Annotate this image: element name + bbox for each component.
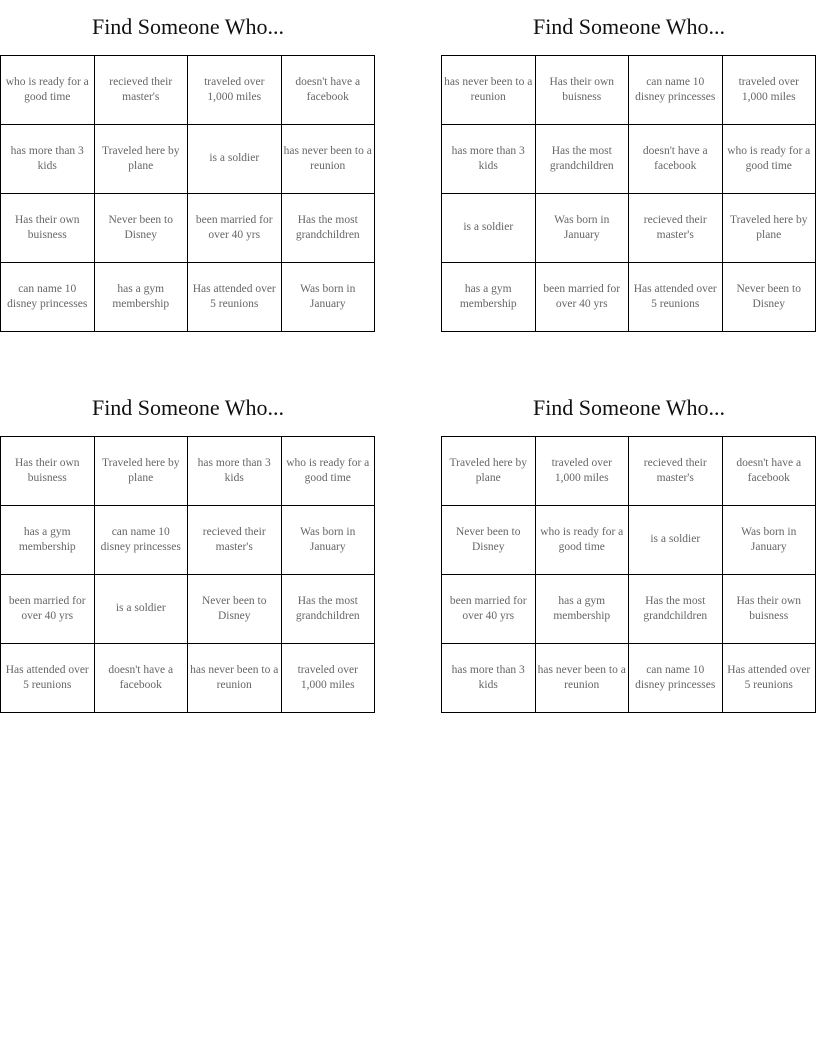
- grid-cell: Never been to Disney: [442, 506, 536, 575]
- grid-cell: Has the most grandchildren: [281, 194, 375, 263]
- bingo-card: [0, 12, 376, 332]
- grid-cell: can name 10 disney princesses: [629, 644, 723, 713]
- grid-cell: Has their own buisness: [1, 194, 95, 263]
- grid-row: [442, 56, 816, 125]
- grid-cell: traveled over 1,000 miles: [535, 437, 629, 506]
- grid-cell: been married for over 40 yrs: [1, 575, 95, 644]
- grid-cell: traveled over 1,000 miles: [722, 56, 816, 125]
- card-title: Find Someone Who...: [91, 395, 285, 420]
- grid-row: [442, 194, 816, 263]
- grid-cell: traveled over 1,000 miles: [281, 644, 375, 713]
- grid-cell: who is ready for a good time: [535, 506, 629, 575]
- grid-cell: Never been to Disney: [188, 575, 282, 644]
- grid-cell: has more than 3 kids: [442, 644, 536, 713]
- grid-cell: recieved their master's: [629, 194, 723, 263]
- grid-cell: recieved their master's: [188, 506, 282, 575]
- grid-row: [1, 437, 375, 506]
- grid-row: [1, 125, 375, 194]
- grid-cell: Has attended over 5 reunions: [1, 644, 95, 713]
- grid-row: [442, 575, 816, 644]
- bingo-grid: [441, 55, 816, 332]
- grid-cell: Traveled here by plane: [94, 125, 188, 194]
- grid-cell: has never been to a reunion: [535, 644, 629, 713]
- grid-cell: has a gym membership: [1, 506, 95, 575]
- grid-cell: Has the most grandchildren: [535, 125, 629, 194]
- grid-cell: Has the most grandchildren: [629, 575, 723, 644]
- card-title: Find Someone Who...: [91, 14, 285, 39]
- grid-cell: Has their own buisness: [722, 575, 816, 644]
- bingo-grid: [0, 436, 375, 713]
- grid-cell: Traveled here by plane: [442, 437, 536, 506]
- bingo-card: [0, 393, 376, 713]
- grid-cell: Never been to Disney: [722, 263, 816, 332]
- bingo-card: [441, 393, 816, 713]
- card-title: Find Someone Who...: [532, 14, 726, 39]
- grid-cell: has more than 3 kids: [1, 125, 95, 194]
- grid-row: [442, 644, 816, 713]
- grid-cell: has more than 3 kids: [188, 437, 282, 506]
- grid-cell: doesn't have a facebook: [629, 125, 723, 194]
- grid-cell: Has their own buisness: [535, 56, 629, 125]
- grid-cell: has never been to a reunion: [281, 125, 375, 194]
- grid-cell: has a gym membership: [442, 263, 536, 332]
- grid-cell: Has attended over 5 reunions: [722, 644, 816, 713]
- grid-cell: Was born in January: [722, 506, 816, 575]
- grid-cell: Has attended over 5 reunions: [188, 263, 282, 332]
- bingo-grid: [0, 55, 375, 332]
- grid-row: [1, 644, 375, 713]
- grid-cell: can name 10 disney princesses: [94, 506, 188, 575]
- grid-row: [442, 506, 816, 575]
- bingo-grid: [441, 436, 816, 713]
- grid-cell: Was born in January: [535, 194, 629, 263]
- grid-cell: who is ready for a good time: [1, 56, 95, 125]
- grid-cell: recieved their master's: [629, 437, 723, 506]
- grid-cell: Was born in January: [281, 263, 375, 332]
- grid-cell: Has attended over 5 reunions: [629, 263, 723, 332]
- grid-cell: is a soldier: [629, 506, 723, 575]
- grid-cell: recieved their master's: [94, 56, 188, 125]
- grid-cell: Has their own buisness: [1, 437, 95, 506]
- grid-row: [442, 437, 816, 506]
- grid-cell: doesn't have a facebook: [722, 437, 816, 506]
- grid-cell: Has the most grandchildren: [281, 575, 375, 644]
- grid-cell: is a soldier: [188, 125, 282, 194]
- grid-cell: been married for over 40 yrs: [188, 194, 282, 263]
- grid-cell: can name 10 disney princesses: [629, 56, 723, 125]
- grid-cell: Never been to Disney: [94, 194, 188, 263]
- grid-row: [1, 506, 375, 575]
- grid-cell: has a gym membership: [94, 263, 188, 332]
- grid-cell: been married for over 40 yrs: [535, 263, 629, 332]
- grid-row: [1, 56, 375, 125]
- grid-cell: has never been to a reunion: [188, 644, 282, 713]
- grid-cell: has more than 3 kids: [442, 125, 536, 194]
- grid-cell: Traveled here by plane: [722, 194, 816, 263]
- grid-row: [1, 194, 375, 263]
- grid-cell: is a soldier: [442, 194, 536, 263]
- bingo-card: [441, 12, 816, 332]
- grid-cell: who is ready for a good time: [722, 125, 816, 194]
- grid-row: [442, 263, 816, 332]
- grid-cell: is a soldier: [94, 575, 188, 644]
- grid-cell: has never been to a reunion: [442, 56, 536, 125]
- grid-cell: Traveled here by plane: [94, 437, 188, 506]
- grid-cell: doesn't have a facebook: [281, 56, 375, 125]
- grid-cell: doesn't have a facebook: [94, 644, 188, 713]
- grid-row: [442, 125, 816, 194]
- grid-cell: traveled over 1,000 miles: [188, 56, 282, 125]
- grid-cell: Was born in January: [281, 506, 375, 575]
- grid-cell: who is ready for a good time: [281, 437, 375, 506]
- grid-row: [1, 575, 375, 644]
- grid-cell: can name 10 disney princesses: [1, 263, 95, 332]
- grid-cell: been married for over 40 yrs: [442, 575, 536, 644]
- grid-cell: has a gym membership: [535, 575, 629, 644]
- grid-row: [1, 263, 375, 332]
- card-title: Find Someone Who...: [532, 395, 726, 420]
